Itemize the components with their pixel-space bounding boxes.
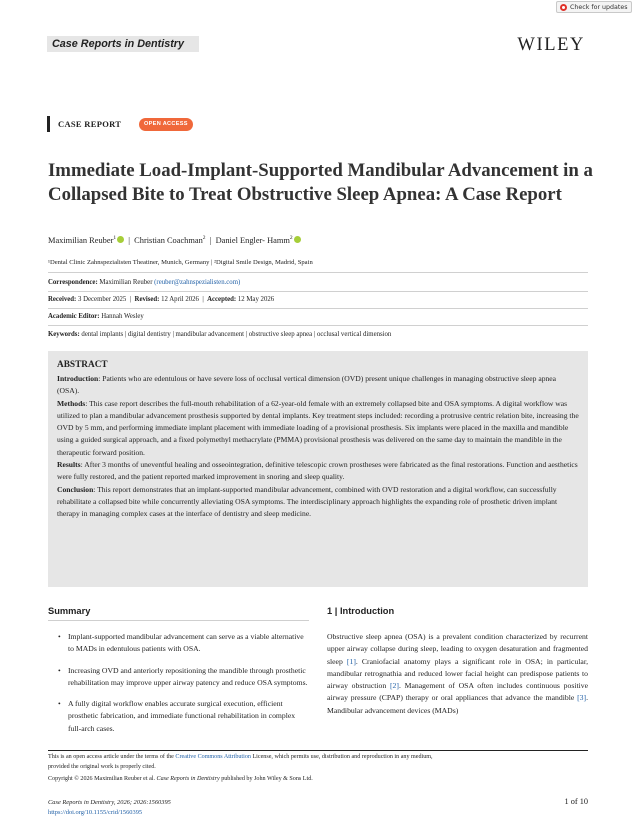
license-line: This is an open access article under the terms of the Creative Commons Attribution License, which permits use, distribution and reproduction in any medium, bbox=[48, 754, 433, 760]
page-number: 1 of 10 bbox=[564, 797, 588, 806]
citation-link[interactable]: [2] bbox=[389, 681, 399, 691]
journal-citation: Case Reports in Dentistry, 2026; 2026:1560395 bbox=[48, 799, 171, 806]
list-item: • Increasing OVD and anteriorly repositioning the mandible through prosthetic rehabilitation may improve upper airway patency and reduce OSA symptoms. bbox=[60, 665, 310, 690]
correspondence: Correspondence: Maximilian Reuber (reuber@zahnspezialisten.com) bbox=[48, 279, 241, 286]
article-title: Immediate Load-Implant-Supported Mandibular Advancement in a Collapsed Bite to Treat Obstructive Sleep Apnea: A Case Report bbox=[48, 160, 593, 205]
open-access-badge: OPEN ACCESS bbox=[139, 118, 193, 131]
summary-list bbox=[60, 631, 310, 744]
introduction-heading: 1 | Introduction bbox=[327, 606, 395, 616]
affiliations: ¹Dental Clinic Zahnspezialisten Theatiner, Munich, Germany | ²Digital Smile Design, Madrid, Spain bbox=[48, 259, 313, 266]
license-link[interactable]: Creative Commons Attribution bbox=[175, 754, 251, 760]
journal-name: Case Reports in Dentistry bbox=[52, 38, 184, 50]
abstract-heading: ABSTRACT bbox=[57, 360, 108, 370]
divider bbox=[48, 272, 588, 273]
check-for-updates-button[interactable] bbox=[556, 1, 632, 13]
doi-link[interactable]: https://doi.org/10.1155/crid/1560395 bbox=[48, 809, 143, 816]
author-link[interactable]: Daniel Engler- Hamm$^2$ bbox=[215, 235, 293, 245]
email-link[interactable]: (reuber@zahnspezialisten.com) bbox=[154, 279, 241, 286]
abstract-section: Results: After 3 months of uneventful healing and osseointegration, definitive telescopic crown prostheses were fabricated as the final restorations. Function and aesthetics were fully restored, and the patient reported marked improvement in snoring and sleep quality. bbox=[57, 460, 578, 482]
author-list: Maximilian Reuber$^1$ | Christian Coachman$^2$ | Daniel Engler- Hamm$^2$ bbox=[48, 235, 301, 245]
footer-divider bbox=[48, 750, 588, 751]
academic-editor: Academic Editor: Hannah Wesley bbox=[48, 313, 144, 320]
publisher-logo: WILEY bbox=[517, 35, 585, 55]
citation-link[interactable]: [1] bbox=[346, 656, 356, 666]
abstract-body bbox=[57, 373, 579, 521]
divider bbox=[48, 325, 588, 326]
citation-link[interactable]: [3] bbox=[577, 693, 587, 703]
article-dates: Received: 3 December 2025 | Revised: 12 April 2026 | Accepted: 12 May 2026 bbox=[48, 296, 275, 303]
copyright: Copyright © 2026 Maximilian Reuber et al. Case Reports in Dentistry published by John Wiley & Sons Ltd. bbox=[48, 776, 313, 782]
check-for-updates-label: Check for updates bbox=[570, 3, 628, 11]
divider bbox=[48, 308, 588, 309]
author-link[interactable]: Christian Coachman$^2$ bbox=[134, 235, 206, 245]
list-item: • Implant-supported mandibular advancement can serve as a viable alternative to MADs in edentulous patients with OSA. bbox=[60, 631, 310, 656]
author-link[interactable]: Maximilian Reuber$^1$ bbox=[48, 235, 117, 245]
license-line-2: provided the original work is properly cited. bbox=[48, 764, 156, 770]
orcid-icon[interactable] bbox=[117, 236, 124, 243]
list-item: • A fully digital workflow enables accurate surgical execution, efficient prosthetic fabrication, and immediate functional rehabilitation in complex full-arch cases. bbox=[60, 698, 310, 735]
updates-icon bbox=[560, 4, 567, 11]
summary-heading: Summary bbox=[48, 606, 91, 616]
introduction-text: Obstructive sleep apnea (OSA) is a prevalent condition characterized by recurrent upper airway collapse during sleep, leading to oxygen desaturation and fragmented sleep [1]. Craniofacial anatomy plays a significant role in OSA; in particular, mandibular retrognathia and reduced lower facial height can predispose patients to airway obstruction [2]. Management of OSA often includes continuous positive airway pressure (CPAP) therapy or oral appliances that advance the mandible [3]. Mandibular advancement devices (MADs) bbox=[327, 632, 589, 715]
article-type: CASE REPORT bbox=[58, 119, 122, 129]
abstract-section: Introduction: Patients who are edentulous or have severe loss of occlusal vertical dimension (OVD) present unique challenges in managing obstructive sleep apnea (OSA). bbox=[57, 374, 557, 396]
article-type-marker bbox=[47, 116, 50, 132]
abstract-section: Conclusion: This report demonstrates that an implant-supported mandibular advancement, combined with OVD restoration and a digital workflow, can successfully rehabilitate a collapsed bite while concurrently alleviating OSA symptoms. The interdisciplinary approach highlights the expanding role of prosthetic driven implant therapy in managing complex cases at the interface of dentistry and sleep medicine. bbox=[57, 484, 558, 519]
divider bbox=[48, 620, 309, 621]
keywords: Keywords: dental implants | digital dentistry | mandibular advancement | obstructive sleep apnea | occlusal vertical dimension bbox=[48, 331, 392, 338]
abstract-section: Methods: This case report describes the full-mouth rehabilitation of a 62-year-old female with an extremely collapsed bite and OSA symptoms. A digital workflow was utilized to plan a mandibular advancement prosthesis supported by dental implants. Key treatment steps included: recording a protrusive centric relation bite, increasing the OVD by 5 mm, and performing immediate implant placement with immediate loading of a provisional prosthesis. Six implants were placed in the maxilla and mandible using a guided surgical approach, and a fixed polymethyl methacrylate (PMMA) provisional prosthesis was delivered on the same day to maintain the mandible in the therapeutic forward position. bbox=[57, 398, 579, 457]
orcid-icon[interactable] bbox=[294, 236, 301, 243]
divider bbox=[48, 291, 588, 292]
